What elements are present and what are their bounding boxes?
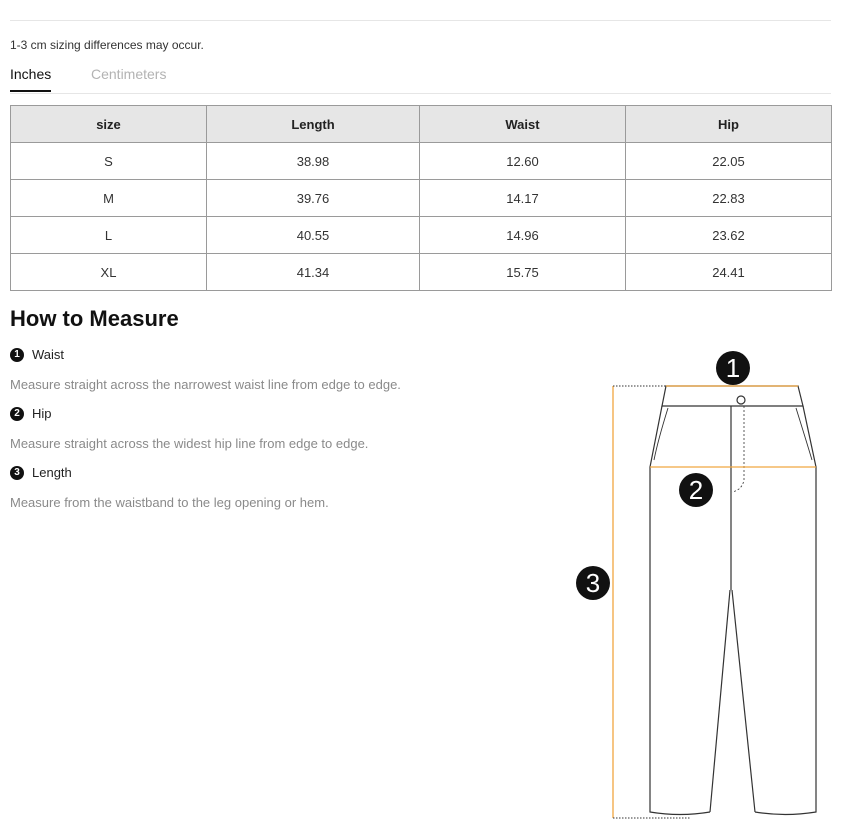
top-divider: [10, 20, 831, 21]
cell-length: 39.76: [207, 180, 420, 217]
table-row: [11, 217, 832, 254]
cell-length: 40.55: [207, 217, 420, 254]
cell-length: 41.34: [207, 254, 420, 291]
cell-waist: 12.60: [420, 143, 626, 180]
cell-waist: 14.17: [420, 180, 626, 217]
marker-two: [679, 473, 713, 507]
pants-measure-diagram: [570, 340, 830, 830]
marker-two-label: 2: [688, 475, 704, 505]
measure-description: Measure from the waistband to the leg opening or hem.: [10, 495, 329, 510]
marker-one: [716, 351, 750, 385]
header-length: Length: [207, 106, 420, 143]
number-two-icon: 2: [10, 407, 24, 421]
cell-hip: 22.05: [626, 143, 832, 180]
header-hip: Hip: [626, 106, 832, 143]
marker-three: [576, 566, 610, 600]
measure-item-length: [10, 465, 72, 480]
cell-hip: 22.83: [626, 180, 832, 217]
table-row: [11, 254, 832, 291]
unit-tabs: [10, 64, 831, 94]
measure-description: Measure straight across the narrowest waist line from edge to edge.: [10, 377, 401, 392]
sizing-note: 1-3 cm sizing differences may occur.: [10, 38, 204, 52]
measure-guides: [613, 386, 690, 818]
header-size: size: [11, 106, 207, 143]
measure-label: Waist: [32, 347, 65, 362]
cell-waist: 14.96: [420, 217, 626, 254]
cell-size: L: [11, 217, 207, 254]
measure-item-waist: [10, 347, 64, 362]
tab-inches[interactable]: Inches: [10, 66, 51, 92]
size-table: [10, 105, 832, 291]
cell-waist: 15.75: [420, 254, 626, 291]
header-waist: Waist: [420, 106, 626, 143]
tab-centimeters[interactable]: Centimeters: [91, 66, 167, 82]
number-one-icon: 1: [10, 348, 24, 362]
measure-item-hip: [10, 406, 52, 421]
cell-size: XL: [11, 254, 207, 291]
cell-hip: 23.62: [626, 217, 832, 254]
measure-lines: [613, 386, 816, 818]
table-row: [11, 180, 832, 217]
pants-outline: [650, 386, 816, 815]
number-three-icon: 3: [10, 466, 24, 480]
cell-size: S: [11, 143, 207, 180]
table-row: [11, 143, 832, 180]
measure-description: Measure straight across the widest hip line from edge to edge.: [10, 436, 369, 451]
cell-size: M: [11, 180, 207, 217]
measure-label: Hip: [32, 406, 52, 421]
cell-length: 38.98: [207, 143, 420, 180]
table-header-row: [11, 106, 832, 143]
measure-label: Length: [32, 465, 72, 480]
cell-hip: 24.41: [626, 254, 832, 291]
marker-one-label: 1: [725, 353, 741, 383]
marker-three-label: 3: [585, 568, 601, 598]
how-to-measure-title: How to Measure: [10, 306, 179, 331]
